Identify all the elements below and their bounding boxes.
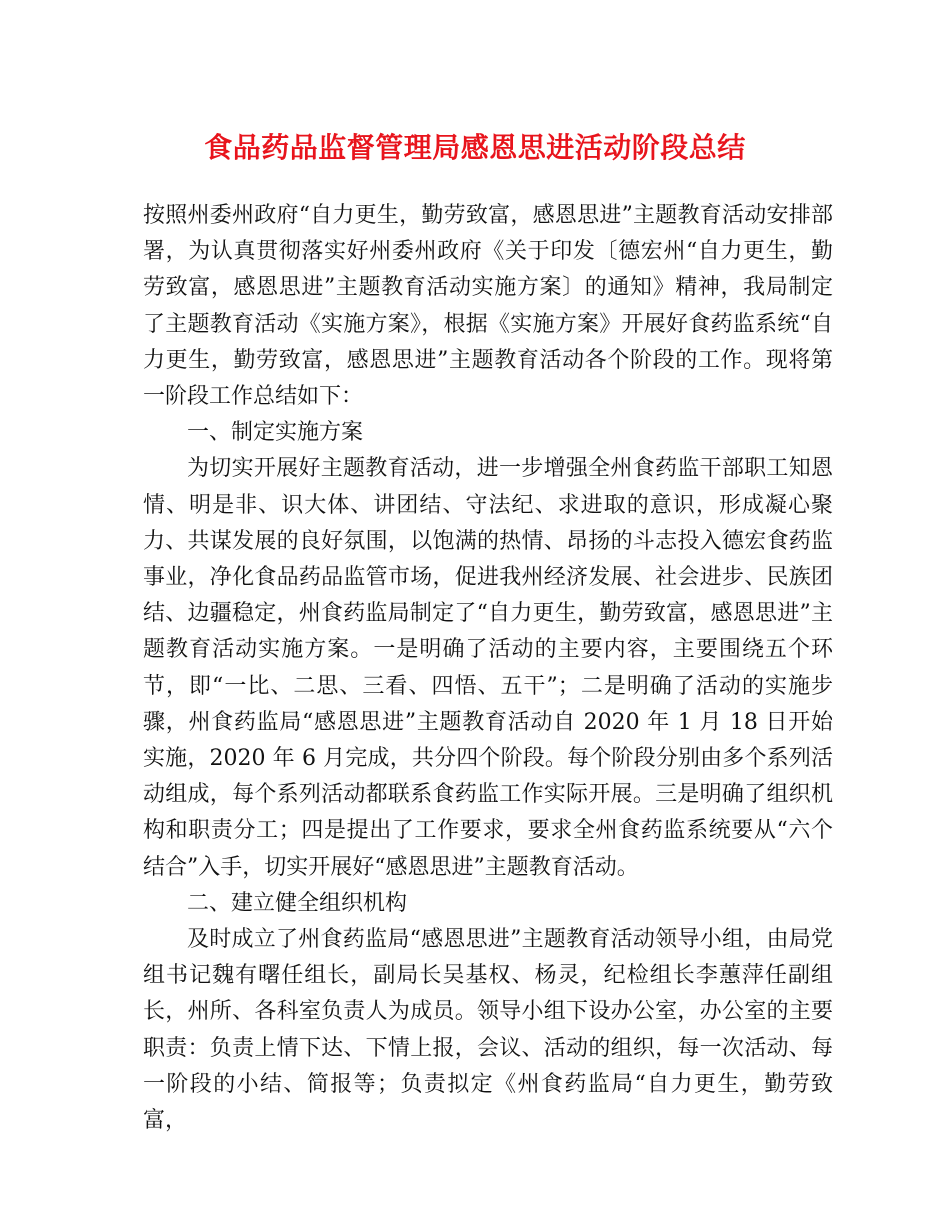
document-body [143, 198, 833, 1139]
document-title: 食品药品监督管理局感恩思进活动阶段总结 [204, 131, 746, 164]
section-heading-1: 一、制定实施方案 [187, 420, 364, 446]
paragraph-intro: 按照州委州政府“自力更生，勤劳致富，感恩思进”主题教育活动安排部署，为认真贯彻落实好州委州政府《关于印发〔德宏州“自力更生，勤劳致富，感恩思进”主题教育活动实施方案〕的通知》精神，我局制定了主题教育活动《实施方案》，根据《实施方案》开展好食药监系统“自力更生，勤劳致富，感恩思进”主题教育活动各个阶段的工作。现将第一阶段工作总结如下： [143, 203, 833, 410]
section-heading-2: 二、建立健全组织机构 [187, 890, 408, 916]
paragraph-section-2: 及时成立了州食药监局“感恩思进”主题教育活动领导小组，由局党组书记魏有曙任组长，副局长吴基权、杨灵，纪检组长李蕙萍任副组长，州所、各科室负责人为成员。领导小组下设办公室，办公室的主要职责：负责上情下达、下情上报，会议、活动的组织，每一次活动、每一阶段的小结、简报等；负责拟定《州食药监局“自力更生，勤劳致富， [143, 927, 833, 1134]
paragraph-section-1: 为切实开展好主题教育活动，进一步增强全州食药监干部职工知恩情、明是非、识大体、讲团结、守法纪、求进取的意识，形成凝心聚力、共谋发展的良好氛围，以饱满的热情、昂扬的斗志投入德宏食药监事业，净化食品药品监管市场，促进我州经济发展、社会进步、民族团结、边疆稳定，州食药监局制定了“自力更生，勤劳致富，感恩思进”主题教育活动实施方案。一是明确了活动的主要内容，主要围绕五个环节，即“一比、二思、三看、四悟、五干”；二是明确了活动的实施步骤，州食药监局“感恩思进”主题教育活动自 2020 年 1 月 18 日开始实施，2020 年 6 月完成，共分四个阶段。每个阶段分别由多个系列活动组成，每个系列活动都联系食药监工作实际开展。三是明确了组织机构和职责分工；四是提出了工作要求，要求全州食药监系统要从“六个结合”入手，切实开展好“感恩思进”主题教育活动。 [143, 456, 833, 880]
